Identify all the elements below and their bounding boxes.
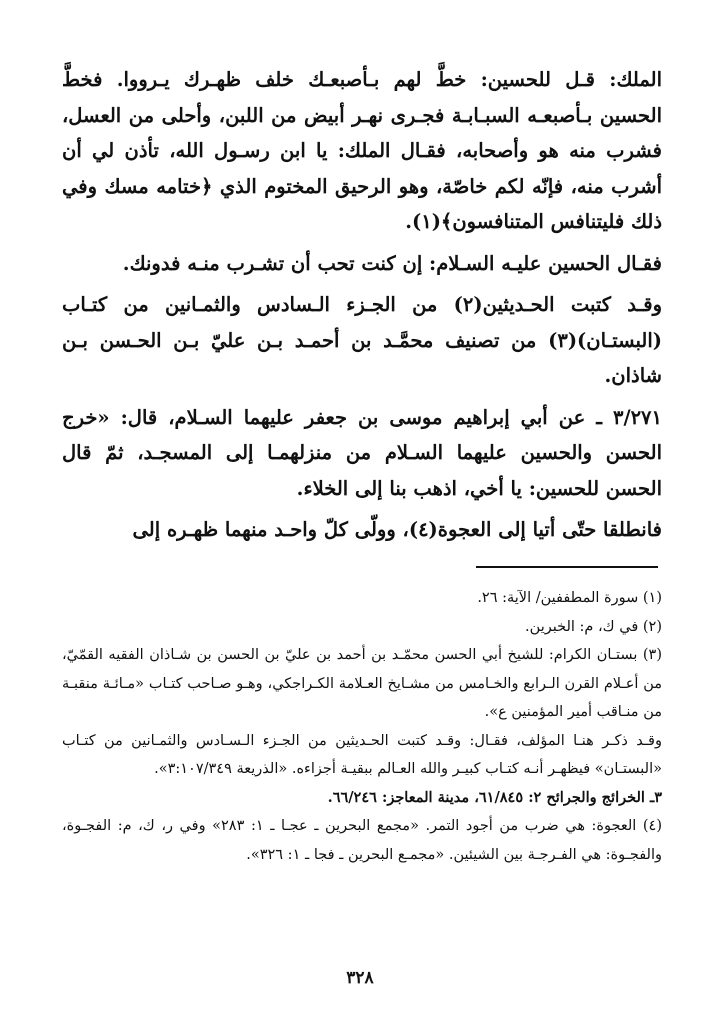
footnote-3-continued: وقـد ذكـر هنـا المؤلف، فقـال: وقـد كتبت الحـديثين من الجـزء الـسـادس والثمـانين من كتـاب «البستـان» فيظهـر أنـه كتـاب كبيـر والله العـالم ببقيـة أجزاءه. «الذريعة ٣:١٠٧/٣٤٩». (62, 732, 662, 777)
paragraph-2: فقـال الحسين عليـه السـلام: إن كنت تحب أن تشـرب منـه فدونك. (122, 251, 662, 275)
footnotes (62, 584, 662, 869)
page-number: ٣٢٨ (346, 968, 374, 988)
footnote-divider (476, 566, 658, 568)
footnote-4: (٤) العجوة: هي ضرب من أجود التمر. «مجمع البحرين ـ عجـا ـ ١: ٢٨٣» وفي ر، ك، م: الفجـوة، والفجـوة: هي الفـرجـة بين الشيئين. «مجمـع البحرين ـ فجا ـ ١: ٣٢٦». (62, 818, 662, 863)
footnote-source: ٣ـ الخرائج والجرائح ٢: ٦١/٨٤٥، مدينة المعاجز: ٦٦/٢٤٦. (327, 788, 662, 806)
paragraph-5: فانطلقا حتّى أتيا إلى العجوة(٤)، وولّى كلّ واحـد منهما ظهـره إلى (132, 518, 662, 541)
footnote-2: (٢) في ك، م: الخبرين. (525, 618, 662, 635)
main-text (62, 62, 662, 548)
footnote-1: (١) سورة المطففين/ الآية: ٢٦. (477, 590, 662, 606)
footnote-3: (٣) بستـان الكرام: للشيخ أبي الحسن محمّـد بن أحمد بن عليّ بن الحسن بن شـاذان الفقيه القمّيّ، من أعـلام القرن الـرابع والخـامس من مشـايخ العـلامة الكـراجكي، وهـو صـاحب كتـاب «مـائـة منقبـة من منـاقب أمير المؤمنين ع». (62, 647, 662, 720)
paragraph-3: وقـد كتبت الحـديثين(٢) من الجـزء الـسادس والثمـانين من كتـاب (البستـان)(٣) من تصنيف محمَّـد بن أحمـد بـن عليّ بـن الحـسن بـن شاذان. (62, 293, 662, 387)
hadith-271: ٣/٢٧١ ـ عن أبي إبراهيم موسى بن جعفر عليهما السـلام، قال: «خرج الحسن والحسين عليهما السـلام من منزلهمـا إلى المسجـد، ثمّ قال الحسن للحسين: يا أخي، اذهب بنا إلى الخلاء. (62, 405, 662, 500)
paragraph-1: الملك: قـل للحسين: خطَّ لهم بـأصبعـك خلف ظهـرك يـرووا. فخطَّ الحسين بـأصبعـه السبـابـة فجـرى نهـر أبيض من اللبن، وأحلى من العسل، فشرب منه هو وأصحابه، فقـال الملك: يا ابن رسـول الله، تأذن لي أن أشرب منه، فإنّه لكم خاصّة، وهو الرحيق المختوم الذي ﴿ختامه مسك وفي ذلك فليتنافس المتنافسون﴾(١). (62, 68, 662, 233)
